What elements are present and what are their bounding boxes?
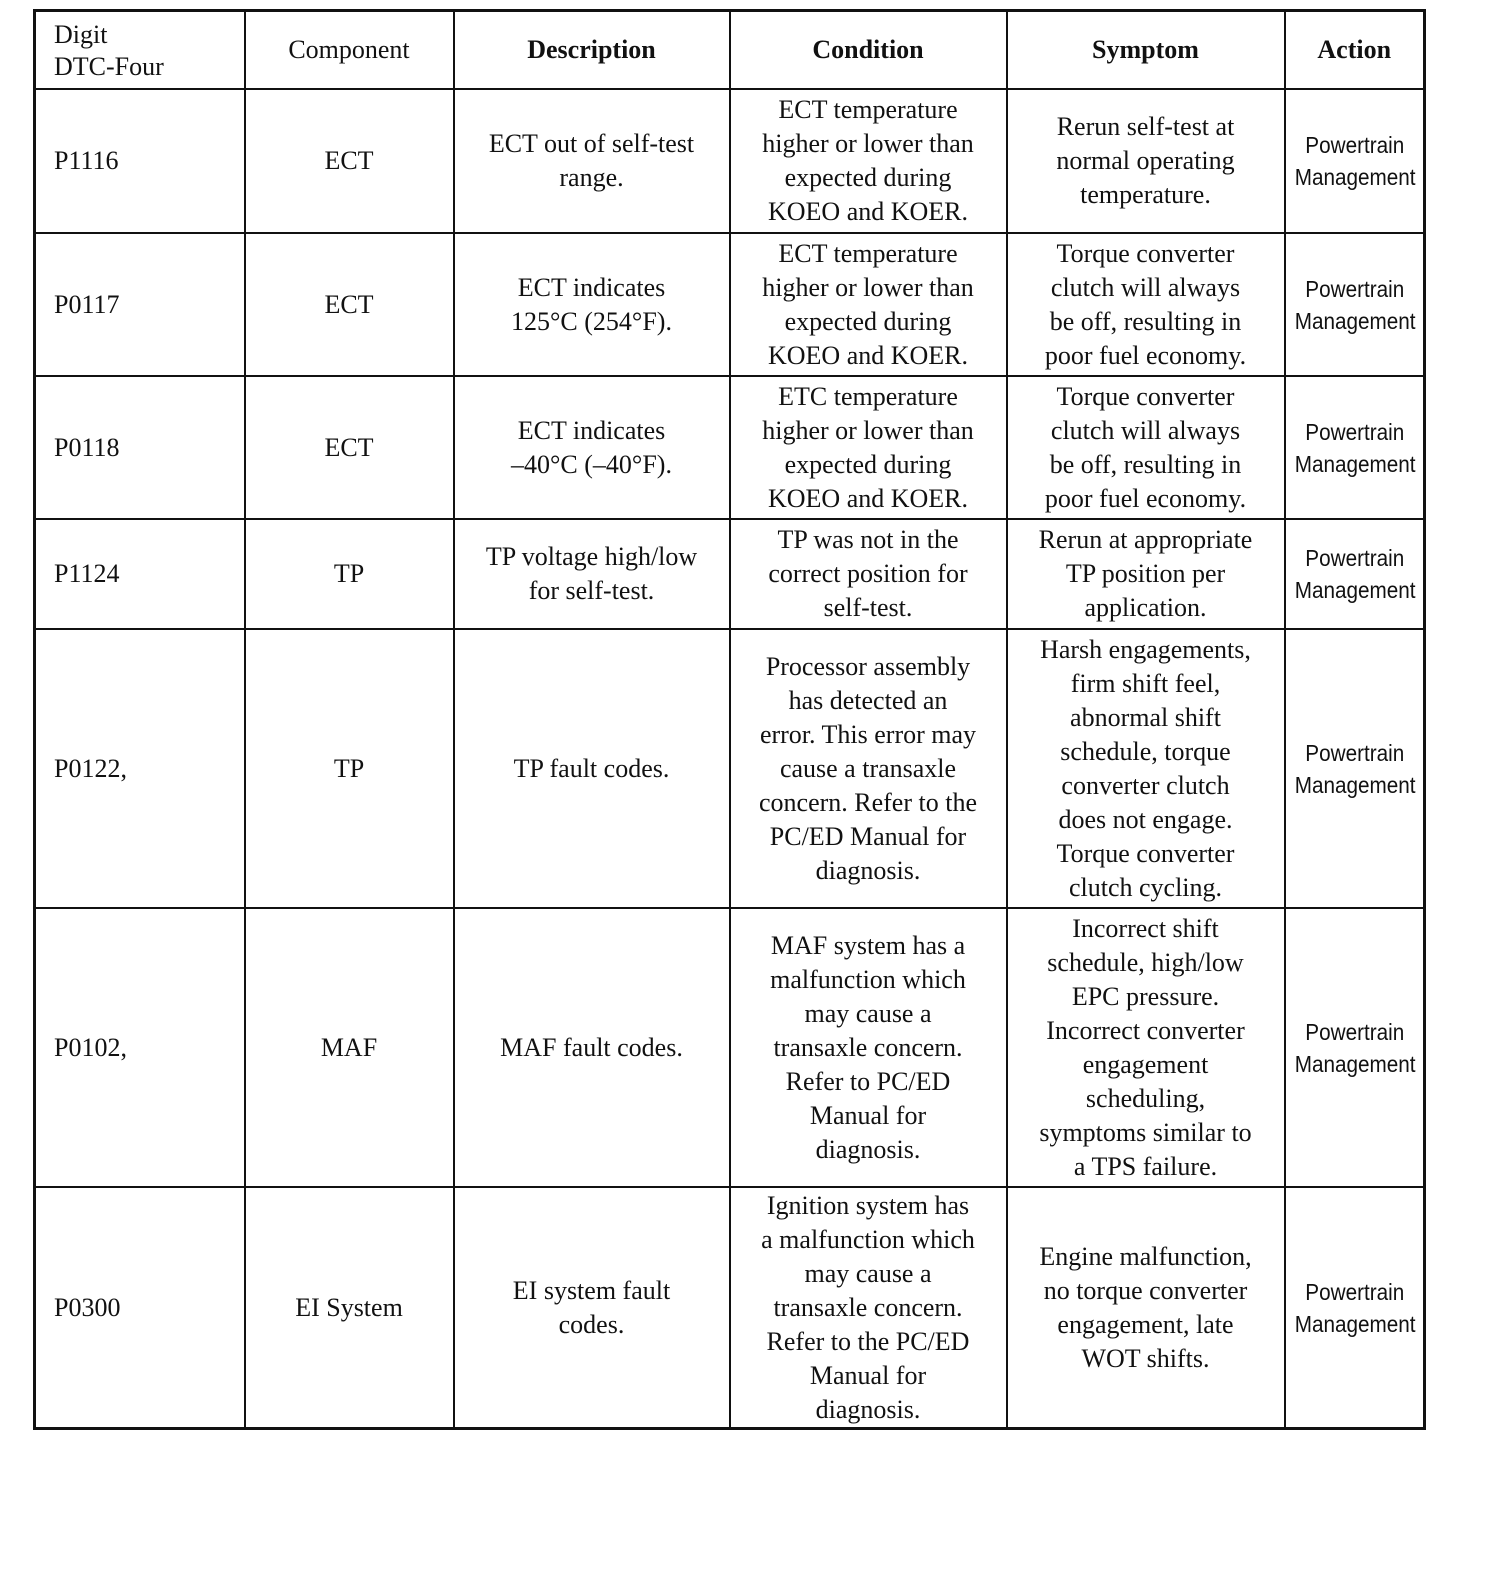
- cell-condition-line: KOEO and KOER.: [767, 340, 969, 370]
- cell-condition: [730, 233, 1007, 376]
- cell-component: TP: [245, 519, 454, 629]
- cell-symptom: [1007, 376, 1285, 519]
- cell-symptom-line: symptoms similar to: [1039, 1117, 1252, 1147]
- cell-action-line: Powertrain: [1304, 418, 1404, 445]
- cell-symptom: [1007, 519, 1285, 629]
- cell-action-line: Powertrain: [1304, 275, 1404, 302]
- cell-description-line: TP voltage high/low: [485, 542, 698, 571]
- cell-condition-line: ECT temperature: [778, 238, 958, 268]
- cell-dtc: P1116: [35, 89, 245, 233]
- cell-symptom-line: Torque converter: [1056, 238, 1235, 268]
- cell-condition: [730, 908, 1007, 1187]
- cell-condition-line: Manual for: [809, 1100, 927, 1130]
- cell-description-line: EI system fault: [512, 1275, 671, 1305]
- cell-symptom-line: no torque converter: [1043, 1275, 1248, 1305]
- cell-condition: [730, 376, 1007, 519]
- cell-symptom-line: temperature.: [1080, 180, 1211, 209]
- cell-action-line: Management: [1294, 307, 1416, 334]
- cell-condition-line: transaxle concern.: [773, 1292, 963, 1322]
- cell-condition-line: PC/ED Manual for: [769, 821, 967, 851]
- header-action: Action: [1285, 11, 1425, 90]
- header-dtc-line: DTC-Four: [54, 52, 164, 81]
- cell-action: [1292, 629, 1418, 908]
- table-row: [35, 376, 1425, 519]
- cell-symptom-line: be off, resulting in: [1049, 449, 1242, 479]
- cell-condition-line: higher or lower than: [762, 272, 974, 302]
- cell-symptom-line: poor fuel economy.: [1044, 340, 1247, 370]
- cell-dtc: P0300: [35, 1187, 245, 1429]
- cell-symptom-line: a TPS failure.: [1073, 1151, 1218, 1181]
- cell-description-line: MAF fault codes.: [500, 1032, 683, 1062]
- cell-condition-line: may cause a: [804, 1258, 932, 1288]
- cell-symptom-line: clutch will always: [1050, 415, 1241, 445]
- cell-symptom-line: Torque converter: [1056, 381, 1235, 411]
- cell-component: ECT: [245, 376, 454, 519]
- cell-condition-line: concern. Refer to the: [758, 787, 977, 817]
- cell-action-line: Powertrain: [1304, 132, 1404, 158]
- cell-condition-line: higher or lower than: [762, 129, 974, 158]
- table-row: [35, 908, 1425, 1187]
- cell-dtc: P0122,: [35, 629, 245, 908]
- cell-action-line: Management: [1294, 577, 1416, 603]
- header-condition: Condition: [730, 11, 1007, 90]
- cell-symptom-line: clutch will always: [1050, 272, 1241, 302]
- cell-action: [1292, 1187, 1418, 1429]
- cell-symptom-line: Harsh engagements,: [1040, 634, 1251, 664]
- cell-condition-line: diagnosis.: [815, 1134, 921, 1164]
- cell-condition-line: Refer to PC/ED: [785, 1066, 951, 1096]
- cell-condition-line: TP was not in the: [777, 525, 959, 554]
- cell-symptom-line: Engine malfunction,: [1039, 1241, 1252, 1271]
- cell-symptom-line: WOT shifts.: [1081, 1343, 1210, 1373]
- cell-condition: [730, 629, 1007, 908]
- cell-symptom-line: abnormal shift: [1070, 702, 1221, 732]
- cell-condition-line: expected during: [784, 163, 952, 192]
- header-component: Component: [245, 11, 454, 90]
- cell-description: [454, 629, 730, 908]
- cell-symptom: [1007, 1187, 1285, 1429]
- cell-description: [454, 908, 730, 1187]
- cell-component: TP: [245, 629, 454, 908]
- cell-action-line: Management: [1294, 1050, 1416, 1077]
- cell-component: EI System: [245, 1187, 454, 1429]
- cell-action: [1292, 376, 1418, 519]
- cell-condition-line: Manual for: [809, 1360, 927, 1390]
- cell-action: [1292, 233, 1418, 376]
- cell-symptom: [1007, 629, 1285, 908]
- cell-symptom-line: application.: [1084, 593, 1207, 622]
- table-row: [35, 519, 1425, 629]
- cell-dtc: P0117: [35, 233, 245, 376]
- cell-description-line: ECT indicates: [517, 415, 666, 445]
- cell-symptom-line: engagement, late: [1057, 1309, 1234, 1339]
- cell-condition-line: Ignition system has: [766, 1190, 970, 1220]
- cell-condition-line: expected during: [784, 306, 952, 336]
- cell-condition-line: MAF system has a: [770, 930, 966, 960]
- table-row: [35, 1187, 1425, 1429]
- cell-component: MAF: [245, 908, 454, 1187]
- cell-symptom: [1007, 908, 1285, 1187]
- dtc-table: [33, 9, 1426, 1430]
- cell-condition-line: has detected an: [788, 685, 948, 715]
- dtc-table-container: [33, 9, 1423, 1430]
- cell-condition-line: ECT temperature: [778, 95, 958, 124]
- cell-action: [1292, 89, 1418, 233]
- header-description: Description: [454, 11, 730, 90]
- cell-condition-line: higher or lower than: [762, 415, 974, 445]
- cell-description: [454, 89, 730, 233]
- header-symptom: Symptom: [1007, 11, 1285, 90]
- cell-condition-line: Processor assembly: [765, 651, 971, 681]
- cell-condition-line: KOEO and KOER.: [767, 483, 969, 513]
- cell-condition-line: a malfunction which: [761, 1224, 975, 1254]
- cell-description-line: TP fault codes.: [513, 753, 670, 783]
- table-row: [35, 233, 1425, 376]
- cell-symptom: [1007, 89, 1285, 233]
- cell-condition-line: ETC temperature: [778, 381, 958, 411]
- cell-action-line: Management: [1294, 164, 1416, 190]
- cell-symptom-line: does not engage.: [1058, 804, 1233, 834]
- cell-condition-line: expected during: [784, 449, 952, 479]
- cell-component: ECT: [245, 233, 454, 376]
- cell-symptom-line: schedule, high/low: [1047, 947, 1244, 977]
- cell-condition-line: Refer to the PC/ED: [766, 1326, 970, 1356]
- cell-description: [454, 519, 730, 629]
- cell-symptom: [1007, 233, 1285, 376]
- cell-description-line: range.: [559, 163, 624, 192]
- cell-symptom-line: clutch cycling.: [1068, 872, 1223, 902]
- cell-description-line: codes.: [558, 1309, 625, 1339]
- cell-condition: [730, 1187, 1007, 1429]
- cell-condition-line: may cause a: [804, 998, 932, 1028]
- cell-action-line: Powertrain: [1304, 545, 1404, 571]
- header-dtc: [35, 11, 245, 90]
- cell-action-line: Powertrain: [1304, 739, 1404, 766]
- cell-description-line: ECT out of self-test: [488, 129, 695, 158]
- cell-symptom-line: engagement: [1082, 1049, 1209, 1079]
- cell-symptom-line: EPC pressure.: [1071, 981, 1220, 1011]
- cell-symptom-line: firm shift feel,: [1070, 668, 1221, 698]
- cell-symptom-line: poor fuel economy.: [1044, 483, 1247, 513]
- cell-dtc: P0118: [35, 376, 245, 519]
- cell-description: [454, 376, 730, 519]
- cell-action-line: Management: [1294, 1310, 1416, 1337]
- cell-condition-line: KOEO and KOER.: [767, 197, 969, 226]
- cell-symptom-line: Incorrect converter: [1046, 1015, 1245, 1045]
- cell-action-line: Powertrain: [1304, 1278, 1404, 1305]
- cell-symptom-line: Rerun at appropriate: [1038, 525, 1253, 554]
- cell-action: [1292, 908, 1418, 1187]
- table-row: [35, 89, 1425, 233]
- header-dtc-line: Digit: [54, 20, 108, 49]
- cell-component: ECT: [245, 89, 454, 233]
- cell-dtc: P1124: [35, 519, 245, 629]
- cell-condition-line: transaxle concern.: [773, 1032, 963, 1062]
- cell-condition-line: diagnosis.: [815, 1394, 921, 1424]
- cell-action-line: Management: [1294, 450, 1416, 477]
- cell-dtc: P0102,: [35, 908, 245, 1187]
- cell-action-line: Powertrain: [1304, 1018, 1404, 1045]
- cell-description-line: 125°C (254°F).: [511, 306, 672, 336]
- cell-description-line: ECT indicates: [517, 272, 666, 302]
- cell-condition-line: correct position for: [768, 559, 968, 588]
- cell-condition-line: error. This error may: [759, 719, 977, 749]
- cell-symptom-line: Incorrect shift: [1072, 913, 1219, 943]
- table-body: [35, 89, 1425, 1429]
- cell-symptom-line: schedule, torque: [1060, 736, 1231, 766]
- cell-symptom-line: normal operating: [1056, 146, 1235, 175]
- cell-symptom-line: scheduling,: [1085, 1083, 1206, 1113]
- cell-condition-line: diagnosis.: [815, 855, 921, 885]
- cell-symptom-line: TP position per: [1065, 559, 1226, 588]
- cell-description-line: –40°C (–40°F).: [511, 449, 672, 479]
- cell-description-line: for self-test.: [528, 576, 655, 605]
- cell-condition: [730, 519, 1007, 629]
- table-row: [35, 629, 1425, 908]
- cell-action-line: Management: [1294, 771, 1416, 798]
- cell-symptom-line: be off, resulting in: [1049, 306, 1242, 336]
- cell-symptom-line: Torque converter: [1056, 838, 1235, 868]
- cell-condition: [730, 89, 1007, 233]
- cell-symptom-line: Rerun self-test at: [1056, 112, 1235, 141]
- cell-action: [1292, 519, 1418, 629]
- cell-condition-line: self-test.: [823, 593, 913, 622]
- cell-description: [454, 233, 730, 376]
- cell-condition-line: cause a transaxle: [779, 753, 957, 783]
- cell-condition-line: malfunction which: [770, 964, 966, 994]
- header-row: [35, 11, 1425, 90]
- cell-symptom-line: converter clutch: [1061, 770, 1230, 800]
- cell-description: [454, 1187, 730, 1429]
